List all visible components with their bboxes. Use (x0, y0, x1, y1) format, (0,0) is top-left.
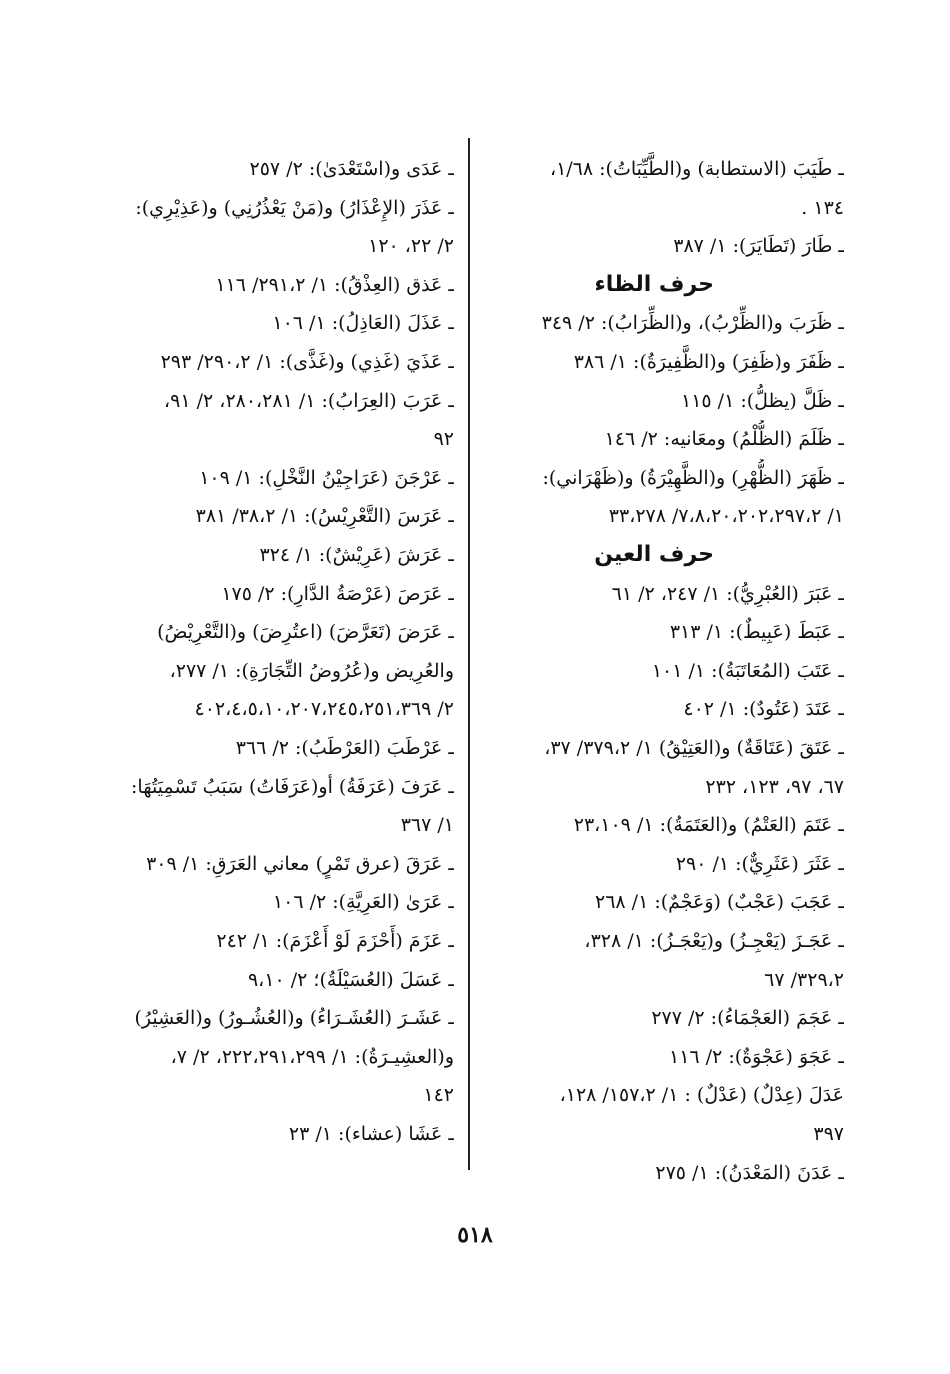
index-entry-line: ـ ظَلَّ (يظلُّ): ١/ ١١٥ (681, 389, 844, 412)
index-entry-line: ـ عَشَـرَ (العُشَـرَاءُ) و(العُشُـورُ) و(العَشِيْرُ) (134, 1007, 454, 1030)
index-entry-line: و(العشِيـرَةُ): ١/ ٢٢٢،٢٩١،٢٩٩، ٢/ ٧، (170, 1045, 454, 1068)
index-entry-line: ٦٧، ٩٧، ١٢٣، ٢٣٢ (705, 775, 844, 798)
index-entry-line: ٣٩٧ (813, 1123, 844, 1145)
page-number: ٥١٨ (457, 1222, 493, 1248)
index-entry-line: ٣٢٩،٢/ ٦٧ (764, 968, 844, 991)
index-entry-line: ٢/ ٤٠٢،٤،٥،١٠،٢٠٧،٢٤٥،٢٥١،٣٦٩ (194, 698, 454, 721)
index-entry-line: ـ عَثَرَ (عَثَرِيٌّ): ١/ ٢٩٠ (675, 852, 844, 875)
index-entry-line: ١/ ٣٦٧ (400, 814, 454, 837)
index-entry-line: ـ عَجَمَ (العَجْمَاءُ): ٢/ ٢٧٧ (651, 1007, 844, 1030)
index-entry-line: ٢/ ٢٢، ١٢٠ (368, 235, 454, 258)
index-entry-line: ـ عَشَا (عشاء): ١/ ٢٣ (288, 1123, 454, 1145)
index-entry-line: ـ عَذق (العِذْقُ): ١/ ٢٩١،٢/ ١١٦ (215, 273, 454, 296)
index-entry-line: ـ عَتَدَ (عَتُودٌ): ١/ ٤٠٢ (683, 698, 844, 721)
index-entry-line: ـ عَرَفَ (عَرَفَةُ) أو(عَرَفَاتُ) سَبَبُ تَسْمِيَتُهَا: (131, 775, 454, 798)
column-divider (468, 138, 470, 1170)
index-entry-line: والعُرِيض و(عُرُوضُ التِّجَارَةِ): ١/ ٢٧٧، (169, 659, 454, 682)
index-entry-line: ـ عَرْجَنَ (عَرَاجِيْنُ النَّخْلِ): ١/ ١٠٩ (199, 466, 454, 489)
index-entry-line: ـ عَرْطَبَ (العَرْطَبُ): ٢/ ٣٦٦ (235, 737, 454, 759)
index-entry-line: ـ عَبَرَ (العُبْرِيُّ): ١/ ٢٤٧، ٢/ ٦١ (611, 582, 844, 605)
index-entry-line: عَدَلَ (عِدْلٌ) (عَدْلٌ) : ١/ ١٥٧،٢/ ١٢٨، (559, 1084, 844, 1107)
index-entry-line: ـ عَتَبَ (المُعَاتَبَةُ): ١/ ١٠١ (651, 659, 844, 682)
index-entry-line: ـ عَتَقَ (عَتَاقَةٌ) و(العَتِيْقُ) ١/ ٣٧٩،٢/ ٣٧، (544, 737, 844, 759)
index-entry-line: ١/ ٧،٨،٢٠،٢٠٢،٢٩٧،٢/ ٣٣،٢٧٨ (608, 505, 844, 528)
index-entry-line: ـ ظَلَمَ (الظُّلْمُ) ومعَانيه: ٢/ ١٤٦ (604, 428, 844, 451)
index-entry-line: ـ عَبَطَ (عَبِيطٌ): ١/ ٣١٣ (669, 621, 844, 644)
index-entry-line: ـ عَرَبَ (العِرَابُ): ١/ ٢٨٠،٢٨١، ٢/ ٩١، (164, 389, 454, 412)
index-entry-line: ـ طَارَ (تَطَايَرَ): ١/ ٣٨٧ (673, 235, 844, 258)
index-entry-line: ـ عَرَصَ (عَرْصَةُ الدَّارِ): ٢/ ١٧٥ (221, 582, 454, 605)
index-entry-line: ـ عَذَيَ (غَذِي) و(غَذَّى): ١/ ٢٩٠،٢/ ٢٩٣ (160, 351, 454, 373)
index-entry-line: ـ عَجَبَ (عَجْبٌ) (وَعَجْمٌ): ١/ ٢٦٨ (594, 891, 844, 914)
index-entry-line: ـ عَذَلَ (العَاذِلُ): ١/ ١٠٦ (272, 312, 454, 335)
index-entry-line: ـ عَرَشَ (عَرِيْشٌ): ١/ ٣٢٤ (259, 544, 454, 566)
index-entry-line: ـ عَجَوَ (عَجْوَةٌ): ٢/ ١١٦ (669, 1045, 844, 1068)
index-entry-line: ـ ظَرَبَ و(الظِّرْبُ)، و(الظِّرَابُ): ٢/ ٣٤٩ (541, 312, 844, 335)
index-entry-line: ـ عَرَقَ (عرق تَمْرٍ) معاني العَرَقِ: ١/ ٣٠٩ (146, 852, 454, 875)
index-entry-line: ١٤٢ (423, 1084, 454, 1107)
index-entry-line: ١٣٤ . (801, 196, 844, 219)
index-entry-line: ـ عَذَرَ (الإِعْذَارُ) و(مَنْ يَعْذُرُنِي) و(عَذِيْرِي): (135, 196, 454, 219)
index-entry-line: ـ عَتَمَ (العَتْمُ) و(العَتَمَةُ): ١/ ٢٣،١٠٩ (573, 814, 844, 837)
index-entry-line: ـ عَرَضَ (تَعَرَّضَ) (اعتُرِضَ) و(التَّعْرِيْضُ) (157, 621, 454, 644)
index-entry-line: ـ عَرَسَ (التَّعْرِيْسُ): ١/ ٣٨،٢/ ٣٨١ (195, 505, 454, 528)
index-entry-line: ٩٢ (433, 428, 454, 451)
index-entry-line: ـ ظَفَرَ و(ظَفِرَ) و(الظَّفِيرَةُ): ١/ ٣٨٦ (573, 351, 844, 373)
section-heading: حرف الظاء (594, 271, 714, 297)
index-entry-line: ـ عَدَى و(اسْتَعْدَىٰ): ٢/ ٢٥٧ (249, 158, 454, 180)
index-entry-line: ـ طَيَبَ (الاستطابة) و(الطَّيِّبَاتُ): ١/٦٨، (549, 158, 844, 180)
index-entry-line: ـ عَدَنَ (المَعْدَنُ): ١/ ٢٧٥ (655, 1161, 844, 1184)
index-entry-line: ـ عَرَىٰ (العَرِيَّةِ): ٢/ ١٠٦ (272, 891, 454, 914)
index-entry-line: ـ عَسَلَ (العُسَيْلَةُ)؛ ٢/ ٩،١٠ (247, 968, 454, 991)
section-heading: حرف العين (594, 542, 714, 567)
index-entry-line: ـ عَجَـزَ (يَعْجِـزُ) و(يَعْجَـزُ): ١/ ٣٢٨، (584, 930, 844, 952)
index-entry-line: ـ عَزَمَ (أَحْزَمَ لَوْ أَعْزَمَ): ١/ ٢٤٢ (216, 930, 454, 952)
index-entry-line: ـ ظَهَرَ (الظُّهْرِ) و(الظَّهِيْرَةُ) و(ظَهْرَاني): (542, 466, 844, 489)
